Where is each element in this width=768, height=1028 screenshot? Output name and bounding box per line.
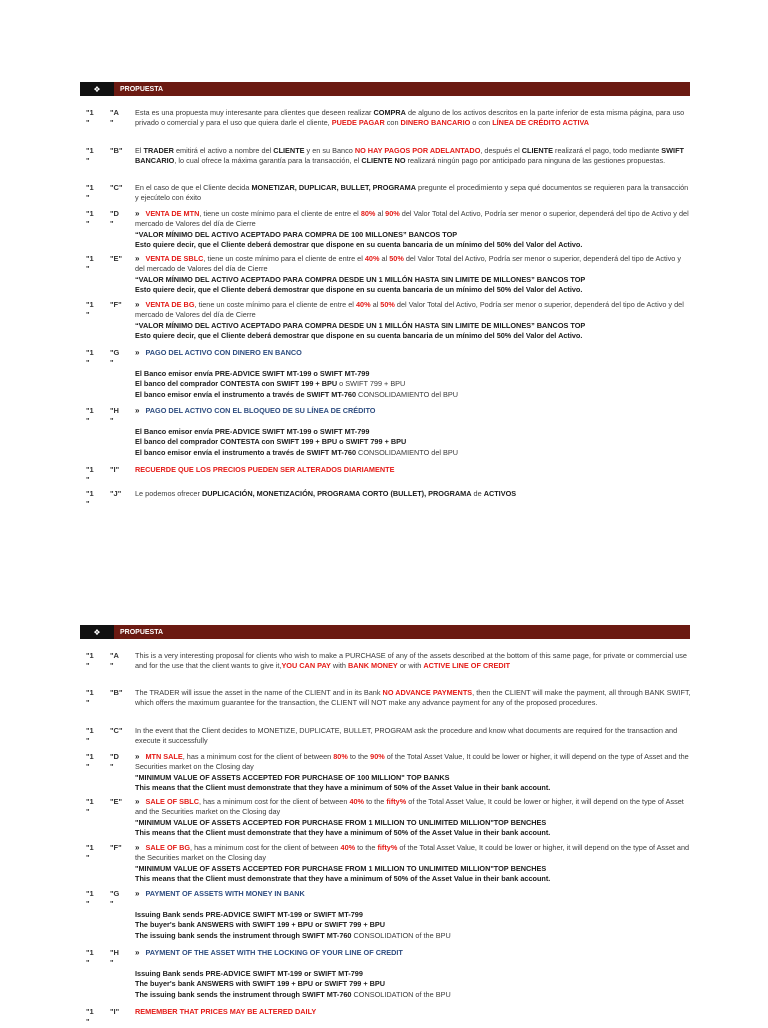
item-text: In the event that the Client decides to MONETIZE, DUPLICATE, BULLET, PROGRAM ask the procedure and know what documents are required for the transaction and execute it successfully	[135, 726, 678, 746]
section-title: PROPUESTA	[114, 625, 690, 639]
item-letter: "B"	[110, 146, 123, 155]
item-text: El TRADER emitirá el activo a nombre del CLIENTE y en su Banco NO HAY PAGOS POR ADELANTADO, después el CLIENTE realizará el pago, todo mediante SWIFT BANCARIO, lo cual ofrece la máxima garantía para la transacción, el CLIENTE NO realizará ningún pago por anticipado para ninguna de las gestiones propuestas.	[135, 146, 684, 166]
item-number: "1 "	[86, 489, 94, 509]
item-text: The TRADER will issue the asset in the name of the CLIENT and in its Bank NO ADVANCE PAYMENTS, then the CLIENT will make the payment, all through BANK SWIFT, which offers the maximum guarantee for the transaction, the CLIENT will NOT make any advance payment for any of the proposed procedures.	[135, 688, 691, 708]
item-letter: "J"	[110, 489, 122, 498]
double-arrow-icon: »	[135, 406, 140, 415]
section-title: PROPUESTA	[114, 82, 690, 96]
double-arrow-icon: »	[135, 209, 140, 218]
item-number: "1 "	[86, 348, 94, 368]
item-text: » PAGO DEL ACTIVO CON DINERO EN BANCO El Banco emisor envía PRE-ADVICE SWIFT MT-199 o SWIFT MT-799 El banco del comprador CONTESTA con SWIFT 199 + BPU o SWIFT 799 + BPU El banco emisor envía el instrumento a través de SWIFT MT-760 CONSOLIDAMIENTO del BPU	[135, 348, 459, 399]
item-text: This is a very interesting proposal for clients who wish to make a PURCHASE of any of the assets described at the bottom of this same page, for private or commercial use and for the use that the client wants to give it,YOU CAN PAY with BANK MONEY or with ACTIVE LINE OF CREDIT	[135, 651, 687, 671]
item-letter: "E"	[110, 797, 123, 806]
section-en	[80, 625, 690, 639]
double-arrow-icon: »	[135, 948, 140, 957]
item-number: "1 "	[86, 209, 94, 229]
item-number: "1 "	[86, 300, 94, 320]
item-number: "1 "	[86, 889, 94, 909]
section-header	[80, 625, 690, 639]
item-text: » SALE OF SBLC, has a minimum cost for the client of between 40% to the fifty% of the Total Asset Value, It could be lower or higher, it will depend on the type of Asset and the Securities market on the Closing day "MINIMUM VALUE OF ASSETS ACCEPTED FOR PURCHASE FROM 1 MILLION TO UNLIMITED MILLION"TOP BENCHES This means that the Client must demonstrate that they have a minimum of 50% of the Asset Value in their bank account.	[135, 797, 684, 838]
item-number: "1 "	[86, 688, 94, 708]
item-number: "1 "	[86, 726, 94, 746]
item-number: "1 "	[86, 1007, 94, 1027]
section-es	[80, 82, 690, 96]
double-arrow-icon: »	[135, 797, 140, 806]
double-arrow-icon: »	[135, 300, 140, 309]
item-letter: "I"	[110, 1007, 120, 1016]
header-tag-icon: ❖	[80, 625, 114, 639]
item-letter: "C"	[110, 183, 123, 192]
item-number: "1 "	[86, 651, 94, 671]
item-number: "1 "	[86, 843, 94, 863]
item-letter: "F"	[110, 843, 122, 852]
item-text: » PAYMENT OF THE ASSET WITH THE LOCKING OF YOUR LINE OF CREDIT Issuing Bank sends PRE-ADVICE SWIFT MT-199 or SWIFT MT-799 The buyer's bank ANSWERS with SWIFT 199 + BPU or SWIFT 799 + BPU The issuing bank sends the instrument through SWIFT MT-760 CONSOLIDATION of the BPU	[135, 948, 451, 999]
item-text: RECUERDE QUE LOS PRECIOS PUEDEN SER ALTERADOS DIARIAMENTE	[135, 465, 395, 474]
item-number: "1 "	[86, 406, 94, 426]
item-text: » PAGO DEL ACTIVO CON EL BLOQUEO DE SU LÍNEA DE CRÉDITO El Banco emisor envía PRE-ADVICE SWIFT MT-199 o SWIFT MT-799 El banco del comprador CONTESTA con SWIFT 199 + BPU o SWIFT 799 + BPU El banco emisor envía el instrumento a través de SWIFT MT-760 CONSOLIDAMIENTO del BPU	[135, 406, 459, 457]
item-letter: "C"	[110, 726, 123, 735]
item-text: » VENTA DE SBLC, tiene un coste mínimo para el cliente de entre el 40% al 50% del Valor Total del Activo, Podría ser menor o superior, dependerá del tipo de Activo y del mercado de Valores del día de Cierre “VALOR MÍNIMO DEL ACTIVO ACEPTADO PARA COMPRA DESDE UN 1 MILLÓN HASTA SIN LIMITE DE MILLONES” BANCOS TOP Esto quiere decir, que el Cliente deberá demostrar que dispone en su cuenta bancaria de un mínimo del 50% del Valor del Activo.	[135, 254, 682, 295]
item-text: » MTN SALE, has a minimum cost for the client of between 80% to the 90% of the Total Asset Value, It could be lower or higher, it will depend on the type of Asset and the Securities market on the Closing day "MINIMUM VALUE OF ASSETS ACCEPTED FOR PURCHASE OF 100 MILLION" TOP BANKS This means that the Client must demonstrate that they have a minimum of 50% of the Asset Value in their bank account.	[135, 752, 689, 793]
item-text: » VENTA DE MTN, tiene un coste mínimo para el cliente de entre el 80% al 90% del Valor Total del Activo, Podría ser menor o superior, dependerá del tipo de Activo y del mercado de Valores del día de Cierre “VALOR MÍNIMO DEL ACTIVO ACEPTADO PARA COMPRA DE 100 MILLONES” BANCOS TOP Esto quiere decir, que el Cliente deberá demostrar que dispone en su cuenta bancaria de un mínimo del 50% del Valor del Activo.	[135, 209, 689, 250]
double-arrow-icon: »	[135, 889, 140, 898]
item-number: "1 "	[86, 254, 94, 274]
item-text: » PAYMENT OF ASSETS WITH MONEY IN BANK Issuing Bank sends PRE-ADVICE SWIFT MT-199 or SWIFT MT-799 The buyer's bank ANSWERS with SWIFT 199 + BPU or SWIFT 799 + BPU The issuing bank sends the instrument through SWIFT MT-760 CONSOLIDATION of the BPU	[135, 889, 451, 940]
item-number: "1 "	[86, 108, 94, 128]
item-letter: "D "	[110, 209, 119, 229]
double-arrow-icon: »	[135, 752, 140, 761]
double-arrow-icon: »	[135, 843, 140, 852]
item-letter: "E"	[110, 254, 123, 263]
section-header	[80, 82, 690, 96]
item-letter: "B"	[110, 688, 123, 697]
item-text: En el caso de que el Cliente decida MONETIZAR, DUPLICAR, BULLET, PROGRAMA pregunte el procedimiento y sepa qué documentos se requieren para la transacción y ejecútelo con éxito	[135, 183, 689, 203]
double-arrow-icon: »	[135, 348, 140, 357]
item-letter: "H "	[110, 948, 119, 968]
item-text: REMEMBER THAT PRICES MAY BE ALTERED DAILY	[135, 1007, 317, 1016]
item-number: "1 "	[86, 948, 94, 968]
item-number: "1 "	[86, 797, 94, 817]
item-letter: "F"	[110, 300, 122, 309]
item-letter: "G "	[110, 889, 120, 909]
item-number: "1 "	[86, 465, 94, 485]
item-text: Esta es una propuesta muy interesante para clientes que deseen realizar COMPRA de alguno de los activos descritos en la parte inferior de esta misma página, para uso privado o comercial y para el uso que quiera darle el cliente, PUEDE PAGAR con DINERO BANCARIO o con LÍNEA DE CRÉDITO ACTIVA	[135, 108, 685, 128]
item-text: » SALE OF BG, has a minimum cost for the client of between 40% to the fifty% of the Total Asset Value, It could be lower or higher, it will depend on the type of Asset and the Securities market on the Closing day "MINIMUM VALUE OF ASSETS ACCEPTED FOR PURCHASE FROM 1 MILLION TO UNLIMITED MILLION"TOP BENCHES This means that the Client must demonstrate that they have a minimum of 50% of the Asset Value in their bank account.	[135, 843, 690, 884]
item-letter: "G "	[110, 348, 120, 368]
item-number: "1 "	[86, 752, 94, 772]
item-text: Le podemos ofrecer DUPLICACIÓN, MONETIZACIÓN, PROGRAMA CORTO (BULLET), PROGRAMA de ACTIVOS	[135, 489, 517, 498]
header-tag-icon: ❖	[80, 82, 114, 96]
item-number: "1 "	[86, 146, 94, 166]
double-arrow-icon: »	[135, 254, 140, 263]
item-letter: "I"	[110, 465, 120, 474]
item-number: "1 "	[86, 183, 94, 203]
item-letter: "D "	[110, 752, 119, 772]
item-text: » VENTA DE BG, tiene un coste mínimo para el cliente de entre el 40% al 50% del Valor Total del Activo, Podría ser menor o superior, dependerá del tipo de Activo y del mercado de Valores del día de Cierre “VALOR MÍNIMO DEL ACTIVO ACEPTADO PARA COMPRA DESDE UN 1 MILLÓN HASTA SIN LIMITE DE MILLONES” BANCOS TOP Esto quiere decir, que el Cliente deberá demostrar que dispone en su cuenta bancaria de un mínimo del 50% del Valor del Activo.	[135, 300, 684, 341]
item-letter: "H "	[110, 406, 119, 426]
item-letter: "A "	[110, 108, 119, 128]
item-letter: "A "	[110, 651, 119, 671]
